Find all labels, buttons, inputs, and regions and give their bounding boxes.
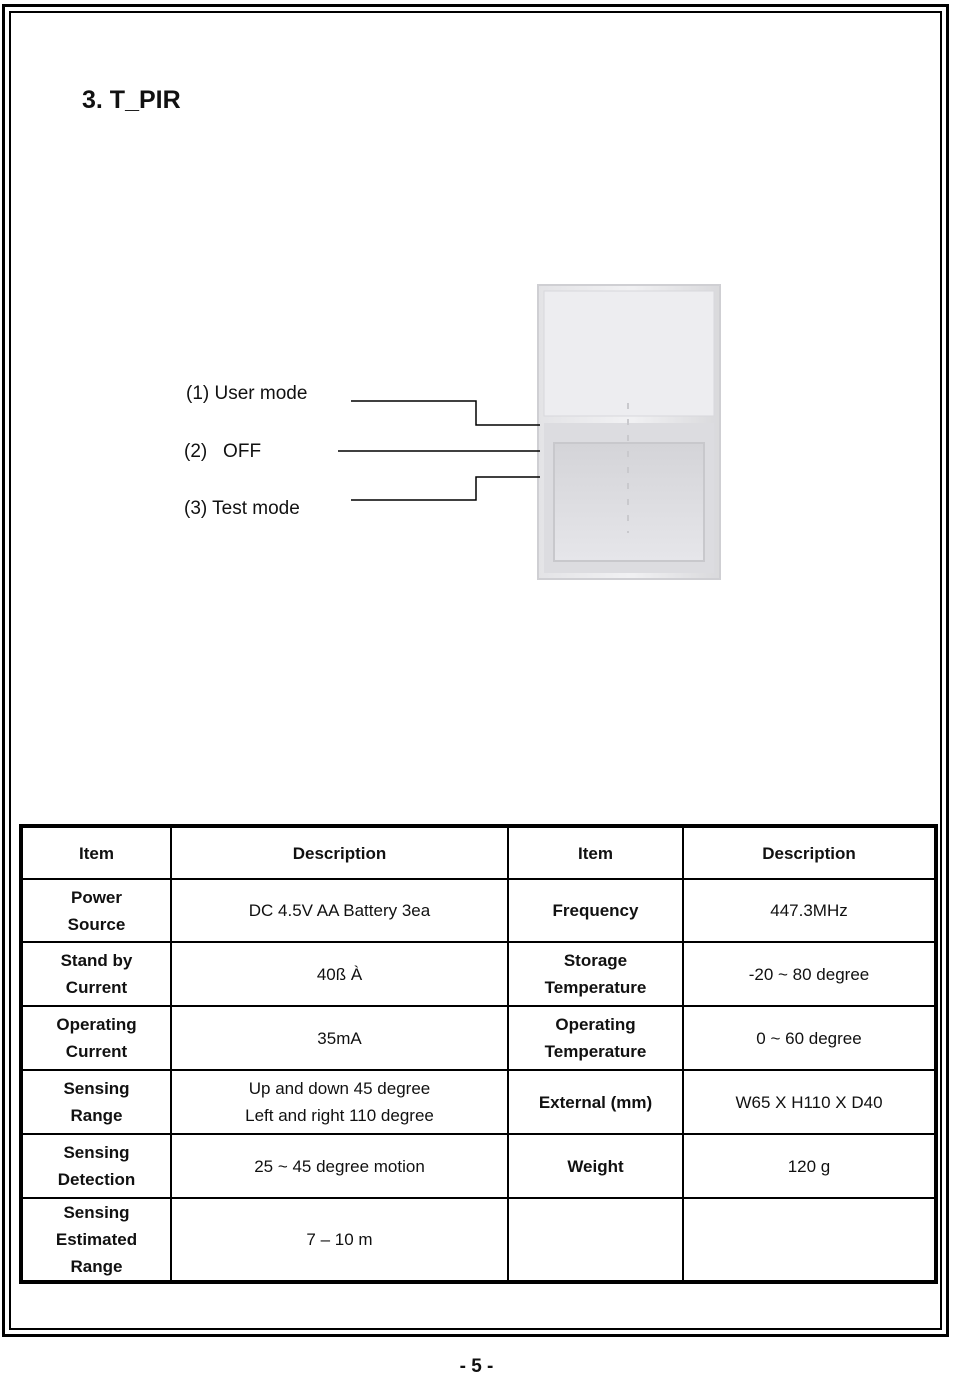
table-row <box>21 879 936 942</box>
table-cell-description: Up and down 45 degree Left and right 110 degree <box>171 1070 508 1134</box>
callout-user-mode: (1) User mode <box>186 383 308 404</box>
table-cell-item: Sensing Estimated Range <box>21 1198 171 1282</box>
table-row <box>21 942 936 1006</box>
table-cell-item: Frequency <box>508 879 683 942</box>
callout-test-mode: (3) Test mode <box>184 498 300 519</box>
table-cell-description <box>683 1198 936 1282</box>
callout-off: (2) OFF <box>184 441 262 462</box>
table-cell-description: DC 4.5V AA Battery 3ea <box>171 879 508 942</box>
table-row <box>21 1070 936 1134</box>
spec-table <box>19 824 938 1284</box>
table-cell-item: Storage Temperature <box>508 942 683 1006</box>
table-header-row <box>21 826 936 879</box>
table-cell-item: Sensing Range <box>21 1070 171 1134</box>
table-row <box>21 1198 936 1282</box>
header-description: Description <box>171 826 508 879</box>
table-cell-item: Power Source <box>21 879 171 942</box>
page-title: 3. T_PIR <box>82 86 181 114</box>
table-cell-description: 40ß À <box>171 942 508 1006</box>
header-description-2: Description <box>683 826 936 879</box>
table-cell-description: 7 – 10 m <box>171 1198 508 1282</box>
table-cell-description: 120 g <box>683 1134 936 1198</box>
table-cell-description: W65 X H110 X D40 <box>683 1070 936 1134</box>
table-cell-description: -20 ~ 80 degree <box>683 942 936 1006</box>
page-number: - 5 - <box>459 1356 494 1377</box>
table-cell-item: Operating Current <box>21 1006 171 1070</box>
table-cell-item: Sensing Detection <box>21 1134 171 1198</box>
table-cell-item: Operating Temperature <box>508 1006 683 1070</box>
table-cell-description: 35mA <box>171 1006 508 1070</box>
table-row <box>21 1134 936 1198</box>
table-cell-item: Weight <box>508 1134 683 1198</box>
table-cell-item: External (mm) <box>508 1070 683 1134</box>
table-cell-description: 447.3MHz <box>683 879 936 942</box>
header-item-2: Item <box>508 826 683 879</box>
table-cell-description: 0 ~ 60 degree <box>683 1006 936 1070</box>
header-item: Item <box>21 826 171 879</box>
table-cell-item: Stand by Current <box>21 942 171 1006</box>
table-cell-description: 25 ~ 45 degree motion <box>171 1134 508 1198</box>
table-cell-item <box>508 1198 683 1282</box>
table-row <box>21 1006 936 1070</box>
